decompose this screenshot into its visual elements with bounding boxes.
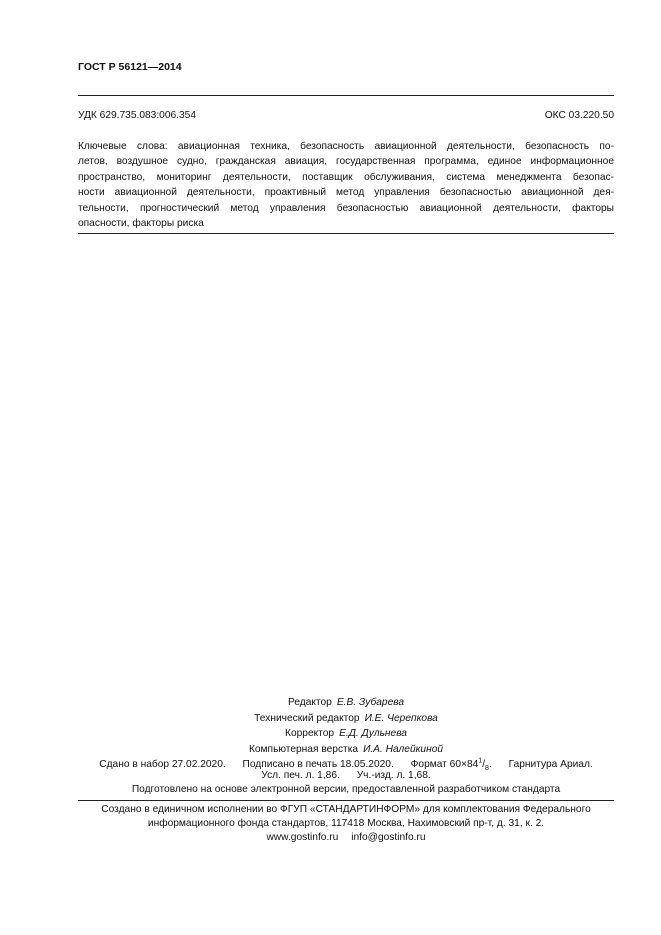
udk-code: УДК 629.735.083:006.354 bbox=[78, 110, 196, 121]
credit-role: Компьютерная верстка bbox=[248, 743, 359, 755]
email-link[interactable]: info@gostinfo.ru bbox=[351, 832, 426, 843]
credit-role: Технический редактор bbox=[254, 712, 360, 724]
oks-code: ОКС 03.220.50 bbox=[544, 110, 614, 121]
credits bbox=[78, 695, 614, 757]
keywords-line: тельности, прогностический метод управления безопасностью авиационной деятельности, факторы bbox=[78, 202, 614, 214]
typeface: Гарнитура Ариал. bbox=[508, 759, 593, 771]
divider bbox=[78, 233, 614, 234]
divider bbox=[78, 95, 614, 96]
keywords-line: пространство, мониторинг деятельности, поставщик обслуживания, система менеджмента безопас- bbox=[78, 171, 614, 183]
credit-name: И.А. Налейкиной bbox=[363, 743, 444, 755]
credit-name: Е.В. Зубарева bbox=[336, 697, 404, 708]
divider bbox=[78, 800, 614, 801]
credit-role: Корректор bbox=[285, 728, 335, 739]
credit-name: И.Е. Черепкова bbox=[364, 712, 438, 724]
website-link[interactable]: www.gostinfo.ru bbox=[266, 832, 339, 843]
paper-format: Формат $60\times 84^1/_8$. bbox=[410, 758, 492, 773]
keywords-line: летов, воздушное судно, гражданская авиация, государственная программа, единое информационное bbox=[78, 156, 614, 168]
footer bbox=[78, 803, 614, 845]
footer-line: информационного фонда стандартов, 117418 Москва, Нахимовский пр-т, д. 31, к. 2. bbox=[147, 818, 545, 829]
credit-role: Редактор bbox=[288, 697, 332, 708]
standard-number: ГОСТ Р 56121—2014 bbox=[78, 61, 182, 73]
credit-tech-editor bbox=[78, 711, 614, 727]
publishing-info bbox=[78, 755, 614, 797]
keywords-line: опасности, факторы риска bbox=[78, 217, 204, 229]
submitted-date: Сдано в набор 27.02.2020. bbox=[99, 759, 226, 771]
keywords-paragraph bbox=[78, 139, 614, 231]
credit-corrector bbox=[78, 726, 614, 742]
source-note: Подготовлено на основе электронной версии, предоставленной разработчиком стандарта bbox=[131, 784, 561, 795]
credit-editor bbox=[78, 695, 614, 711]
footer-line: Создано в единичном исполнении во ФГУП «СТАНДАРТИНФОРМ» для комплектования Федерального bbox=[101, 804, 591, 815]
keywords-line: ности авиационной деятельности, проактивный метод управления безопасностью авиационной дея- bbox=[78, 187, 614, 199]
signed-date: Подписано в печать 18.05.2020. bbox=[242, 759, 394, 771]
print-sheets: Усл. печ. л. 1,86. bbox=[261, 770, 340, 781]
keywords-line: Ключевые слова: авиационная техника, безопасность авиационной деятельности, безопасность по- bbox=[78, 141, 614, 152]
publisher-sheets: Уч.-изд. л. 1,68. bbox=[356, 770, 431, 781]
credit-name: Е.Д. Дульнева bbox=[339, 728, 407, 739]
